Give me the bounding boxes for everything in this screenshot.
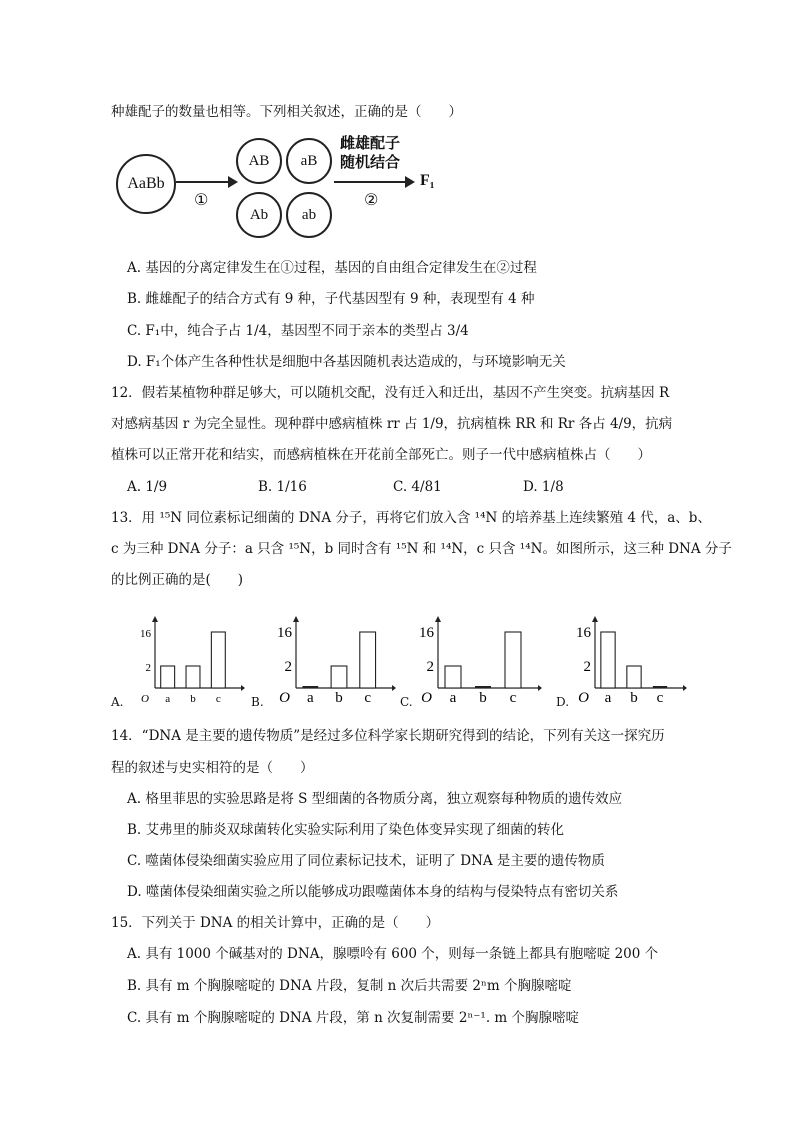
parent-genotype-circle: AaBb [116,154,176,214]
q12-option-b: B. 1/16 [258,479,307,495]
q12-option-c: C. 4/81 [393,479,442,495]
q15-option-a: A. 具有 1000 个碱基对的 DNA，腺嘌呤有 600 个，则每一条链上都具有胞嘧啶 200 个 [127,946,659,962]
bar [445,666,461,688]
q13-line: 13．用 ¹⁵N 同位素标记细菌的 DNA 分子，再将它们放入含 ¹⁴N 的培养基上连续繁殖 4 代，a、b、 [111,510,711,526]
q15-option-c: C. 具有 m 个胸腺嘧啶的 DNA 片段，第 n 次复制需要 2ⁿ⁻¹. m 个胸腺嘧啶 [127,1010,579,1026]
origin-label: O [141,693,149,705]
q12-line: 12．假若某植物种群足够大，可以随机交配，没有迁入和迁出，基因不产生突变。抗病基因 R [111,385,670,401]
q14-line: 14．“DNA 是主要的遗传物质”是经过多位科学家长期研究得到的结论，下列有关这一探究历 [111,728,665,744]
chart-option-c-letter: C. [400,695,413,709]
x-tick-label: b [335,690,343,706]
y-axis-arrow [152,616,158,622]
gamete-circle: AB [236,138,282,184]
q11-option-d: D. F₁个体产生各种性状是细胞中各基因随机表达造成的，与环境影响无关 [127,354,566,370]
y-tick-label: 16 [140,628,151,640]
bar-chart-b [276,612,396,708]
q12-option-d: D. 1/8 [523,479,564,495]
f1-label: F₁ [420,172,435,189]
q12-line: 对感病基因 r 为完全显性。现种群中感病植株 rr 占 1/9，抗病植株 RR 和 Rr 各占 4/9，抗病 [111,416,673,432]
bar-chart-a [135,612,245,708]
y-axis-arrow [435,616,441,622]
bar [360,632,376,688]
random-fusion-label: 雌雄配子 随机结合 [340,134,401,171]
q13-line: c 为三种 DNA 分子：a 只含 ¹⁵N，b 同时含有 ¹⁵N 和 ¹⁴N，c 只含 ¹⁴N。如图所示，这三种 DNA 分子 [111,541,732,557]
x-tick-label: b [479,690,487,706]
chart-option-d-letter: D. [556,695,570,709]
x-axis-arrow [241,685,245,691]
gamete-circle: aB [286,138,332,184]
chart-option-a-letter: A. [111,695,124,709]
q14-option-c: C. 噬菌体侵染细菌实验应用了同位素标记技术，证明了 DNA 是主要的遗传物质 [127,853,605,869]
x-tick-label: c [364,690,372,706]
gamete-circle: ab [286,192,332,238]
bar [186,666,200,688]
q14-line: 程的叙述与史实相符的是（ ） [111,760,314,776]
x-axis-arrow [683,685,687,691]
x-tick-label: b [190,693,196,705]
x-tick-label: c [509,690,517,706]
bar-chart-d [575,612,687,708]
x-tick-label: a [604,690,612,706]
y-tick-label: 16 [277,625,292,641]
q15-option-b: B. 具有 m 个胸腺嘧啶的 DNA 片段，复制 n 次后共需要 2ⁿm 个胸腺嘧啶 [127,978,572,994]
bar-chart-c [418,612,542,708]
q14-option-d: D. 噬菌体侵染细菌实验之所以能够成功跟噬菌体本身的结构与侵染特点有密切关系 [127,884,619,900]
bar [211,632,225,688]
q11-option-b: B. 雌雄配子的结合方式有 9 种，子代基因型有 9 种，表现型有 4 种 [127,291,535,307]
y-tick-label: 16 [576,625,591,641]
bar [161,666,175,688]
y-axis-arrow [293,616,299,622]
q12-option-a: A. 1/9 [127,479,168,495]
bar [627,666,641,688]
x-tick-label: c [215,693,221,705]
x-tick-label: a [449,690,457,706]
y-tick-label: 2 [426,659,434,675]
q14-option-a: A. 格里菲思的实验思路是将 S 型细菌的各物质分离，独立观察每种物质的遗传效应 [127,791,623,807]
bar [505,632,521,688]
step2-label: ② [364,190,379,209]
y-axis-arrow [592,616,598,622]
q11-option-c: C. F₁中，纯合子占 1/4，基因型不同于亲本的类型占 3/4 [127,323,469,339]
origin-label: O [279,690,290,706]
y-tick-label: 2 [145,662,151,674]
q13-line: 的比例正确的是( ) [111,572,244,588]
q12-line: 植株可以正常开花和结实，而感病植株在开花前全部死亡。则子一代中感病植株占（ ） [111,447,651,463]
gamete-circle: Ab [236,192,282,238]
genetics-diagram [110,132,450,242]
origin-label: O [421,690,432,706]
x-axis-arrow [538,685,542,691]
y-tick-label: 16 [419,625,434,641]
y-tick-label: 2 [284,659,292,675]
x-tick-label: a [165,693,171,705]
q11-intro: 种雄配子的数量也相等。下列相关叙述，正确的是（ ） [111,104,462,120]
bar [331,666,347,688]
x-axis-arrow [392,685,396,691]
step1-label: ① [194,190,209,209]
y-tick-label: 2 [583,659,591,675]
bar [601,632,615,688]
origin-label: O [578,690,589,706]
q11-option-a: A. 基因的分离定律发生在①过程，基因的自由组合定律发生在②过程 [127,260,537,276]
chart-option-b-letter: B. [251,695,264,709]
q15-line: 15．下列关于 DNA 的相关计算中，正确的是（ ） [111,915,440,931]
x-tick-label: a [306,690,314,706]
x-tick-label: b [630,690,638,706]
q14-option-b: B. 艾弗里的肺炎双球菌转化实验实际利用了染色体变异实现了细菌的转化 [127,822,565,838]
x-tick-label: c [656,690,664,706]
